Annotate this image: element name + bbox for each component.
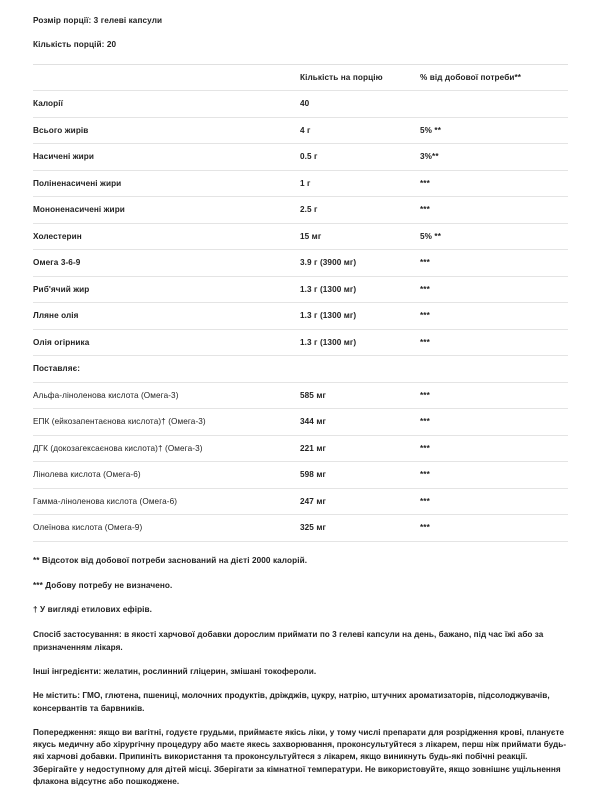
table-row — [33, 223, 568, 250]
table-header — [33, 64, 568, 91]
table-row — [33, 435, 568, 462]
daily-value-cell — [420, 91, 568, 118]
column-header-nutrient — [33, 64, 300, 91]
daily-value-cell: *** — [420, 303, 568, 330]
table-row — [33, 250, 568, 277]
nutrient-name-cell: Калорії — [33, 91, 300, 118]
column-header-amount-per-serving: Кількість на порцію — [300, 64, 420, 91]
daily-value-cell: 3%** — [420, 144, 568, 171]
servings-per-container-line: Кількість порцій: 20 — [33, 39, 117, 49]
table-row — [33, 91, 568, 118]
amount-per-serving-cell — [300, 356, 420, 383]
column-header-daily-value: % від добової потреби** — [420, 64, 568, 91]
table-row — [33, 144, 568, 171]
table-row — [33, 515, 568, 542]
nutrient-name-cell: Поліненасичені жири — [33, 170, 300, 197]
daily-value-cell: *** — [420, 382, 568, 409]
footnote-ethyl-esters: † У вигляді етилових ефірів. — [33, 605, 153, 615]
daily-value-cell: *** — [420, 462, 568, 489]
table-header-row — [33, 64, 568, 91]
amount-per-serving-cell: 2.5 г — [300, 197, 420, 224]
nutrient-name-cell: ЕПК (ейкозапентаєнова кислота)† (Омега-3) — [33, 409, 300, 436]
nutrient-name-cell: Олія огірника — [33, 329, 300, 356]
daily-value-cell: *** — [420, 435, 568, 462]
directions-paragraph: Спосіб застосування: в якості харчової добавки дорослим приймати по 3 гелеві капсули на день, бажано, під час їжі або за призначенням лікаря. — [33, 630, 544, 652]
daily-value-cell: *** — [420, 197, 568, 224]
footnote-daily-value-basis: ** Відсоток від добової потреби заснований на дієті 2000 калорій. — [33, 555, 308, 565]
amount-per-serving-cell: 1.3 г (1300 мг) — [300, 329, 420, 356]
amount-per-serving-cell: 1.3 г (1300 мг) — [300, 303, 420, 330]
nutrient-name-cell: Гамма-ліноленова кислота (Омега-6) — [33, 488, 300, 515]
table-row — [33, 276, 568, 303]
daily-value-cell: 5% ** — [420, 117, 568, 144]
nutrient-name-cell: Лінолева кислота (Омега-6) — [33, 462, 300, 489]
warning-paragraph: Попередження: якщо ви вагітні, годуєте грудьми, приймаєте якісь ліки, у тому числі препарати для розрідження крові, плануєте якусь медичну або хірургічну процедуру або маєте якесь захворювання, проконсультуйтеся з лікарем, перш ніж приймати будь-які харчові добавки. Припиніть використання та проконсультуйтеся з лікарем, якщо виникнуть будь-які побічні реакції. Зберігайте у недоступному для дітей місці. Зберігати за кімнатної температури. Не використовуйте, якщо зовнішнє ущільнення флакона відсутнє або пошкоджене. — [33, 727, 567, 787]
nutrient-name-cell: Мононенасичені жири — [33, 197, 300, 224]
daily-value-cell: *** — [420, 515, 568, 542]
table-row — [33, 117, 568, 144]
nutrient-name-cell: Омега 3-6-9 — [33, 250, 300, 277]
supplement-facts-table — [33, 64, 568, 542]
daily-value-cell: *** — [420, 276, 568, 303]
nutrient-name-cell: Поставляє: — [33, 356, 300, 383]
amount-per-serving-cell: 585 мг — [300, 382, 420, 409]
serving-size-line: Розмір порції: 3 гелеві капсули — [33, 16, 163, 25]
amount-per-serving-cell: 247 мг — [300, 488, 420, 515]
nutrient-name-cell: Лляне олія — [33, 303, 300, 330]
daily-value-cell: *** — [420, 329, 568, 356]
nutrient-name-cell: Альфа-ліноленова кислота (Омега-3) — [33, 382, 300, 409]
nutrient-name-cell: Насичені жири — [33, 144, 300, 171]
table-row — [33, 462, 568, 489]
daily-value-cell — [420, 356, 568, 383]
table-row — [33, 170, 568, 197]
daily-value-cell: *** — [420, 488, 568, 515]
table-row — [33, 303, 568, 330]
table-row — [33, 197, 568, 224]
table-body — [33, 91, 568, 542]
daily-value-cell: *** — [420, 250, 568, 277]
other-ingredients-paragraph: Інші інгредієнти: желатин, рослинний гліцерин, змішані токофероли. — [33, 666, 317, 676]
nutrient-name-cell: Всього жирів — [33, 117, 300, 144]
nutrient-name-cell: ДГК (докозагексаєнова кислота)† (Омега-3) — [33, 435, 300, 462]
table-row — [33, 409, 568, 436]
table-row — [33, 382, 568, 409]
daily-value-cell: 5% ** — [420, 223, 568, 250]
footnote-daily-value-not-established: *** Добову потребу не визначено. — [33, 580, 173, 590]
nutrient-name-cell: Холестерин — [33, 223, 300, 250]
amount-per-serving-cell: 1 г — [300, 170, 420, 197]
amount-per-serving-cell: 221 мг — [300, 435, 420, 462]
daily-value-cell: *** — [420, 409, 568, 436]
nutrient-name-cell: Риб'ячий жир — [33, 276, 300, 303]
footnotes-section — [33, 555, 568, 788]
amount-per-serving-cell: 1.3 г (1300 мг) — [300, 276, 420, 303]
nutrient-name-cell: Олеїнова кислота (Омега-9) — [33, 515, 300, 542]
amount-per-serving-cell: 325 мг — [300, 515, 420, 542]
amount-per-serving-cell: 0.5 г — [300, 144, 420, 171]
table-row — [33, 329, 568, 356]
amount-per-serving-cell: 344 мг — [300, 409, 420, 436]
table-row — [33, 356, 568, 383]
amount-per-serving-cell: 15 мг — [300, 223, 420, 250]
free-from-paragraph: Не містить: ГМО, глютена, пшениці, молочних продуктів, дріжджів, цукру, натрію, штучних ароматизаторів, підсолоджувачів, консервантів та барвників. — [33, 691, 550, 713]
amount-per-serving-cell: 4 г — [300, 117, 420, 144]
amount-per-serving-cell: 3.9 г (3900 мг) — [300, 250, 420, 277]
daily-value-cell: *** — [420, 170, 568, 197]
table-row — [33, 488, 568, 515]
amount-per-serving-cell: 598 мг — [300, 462, 420, 489]
amount-per-serving-cell: 40 — [300, 91, 420, 118]
